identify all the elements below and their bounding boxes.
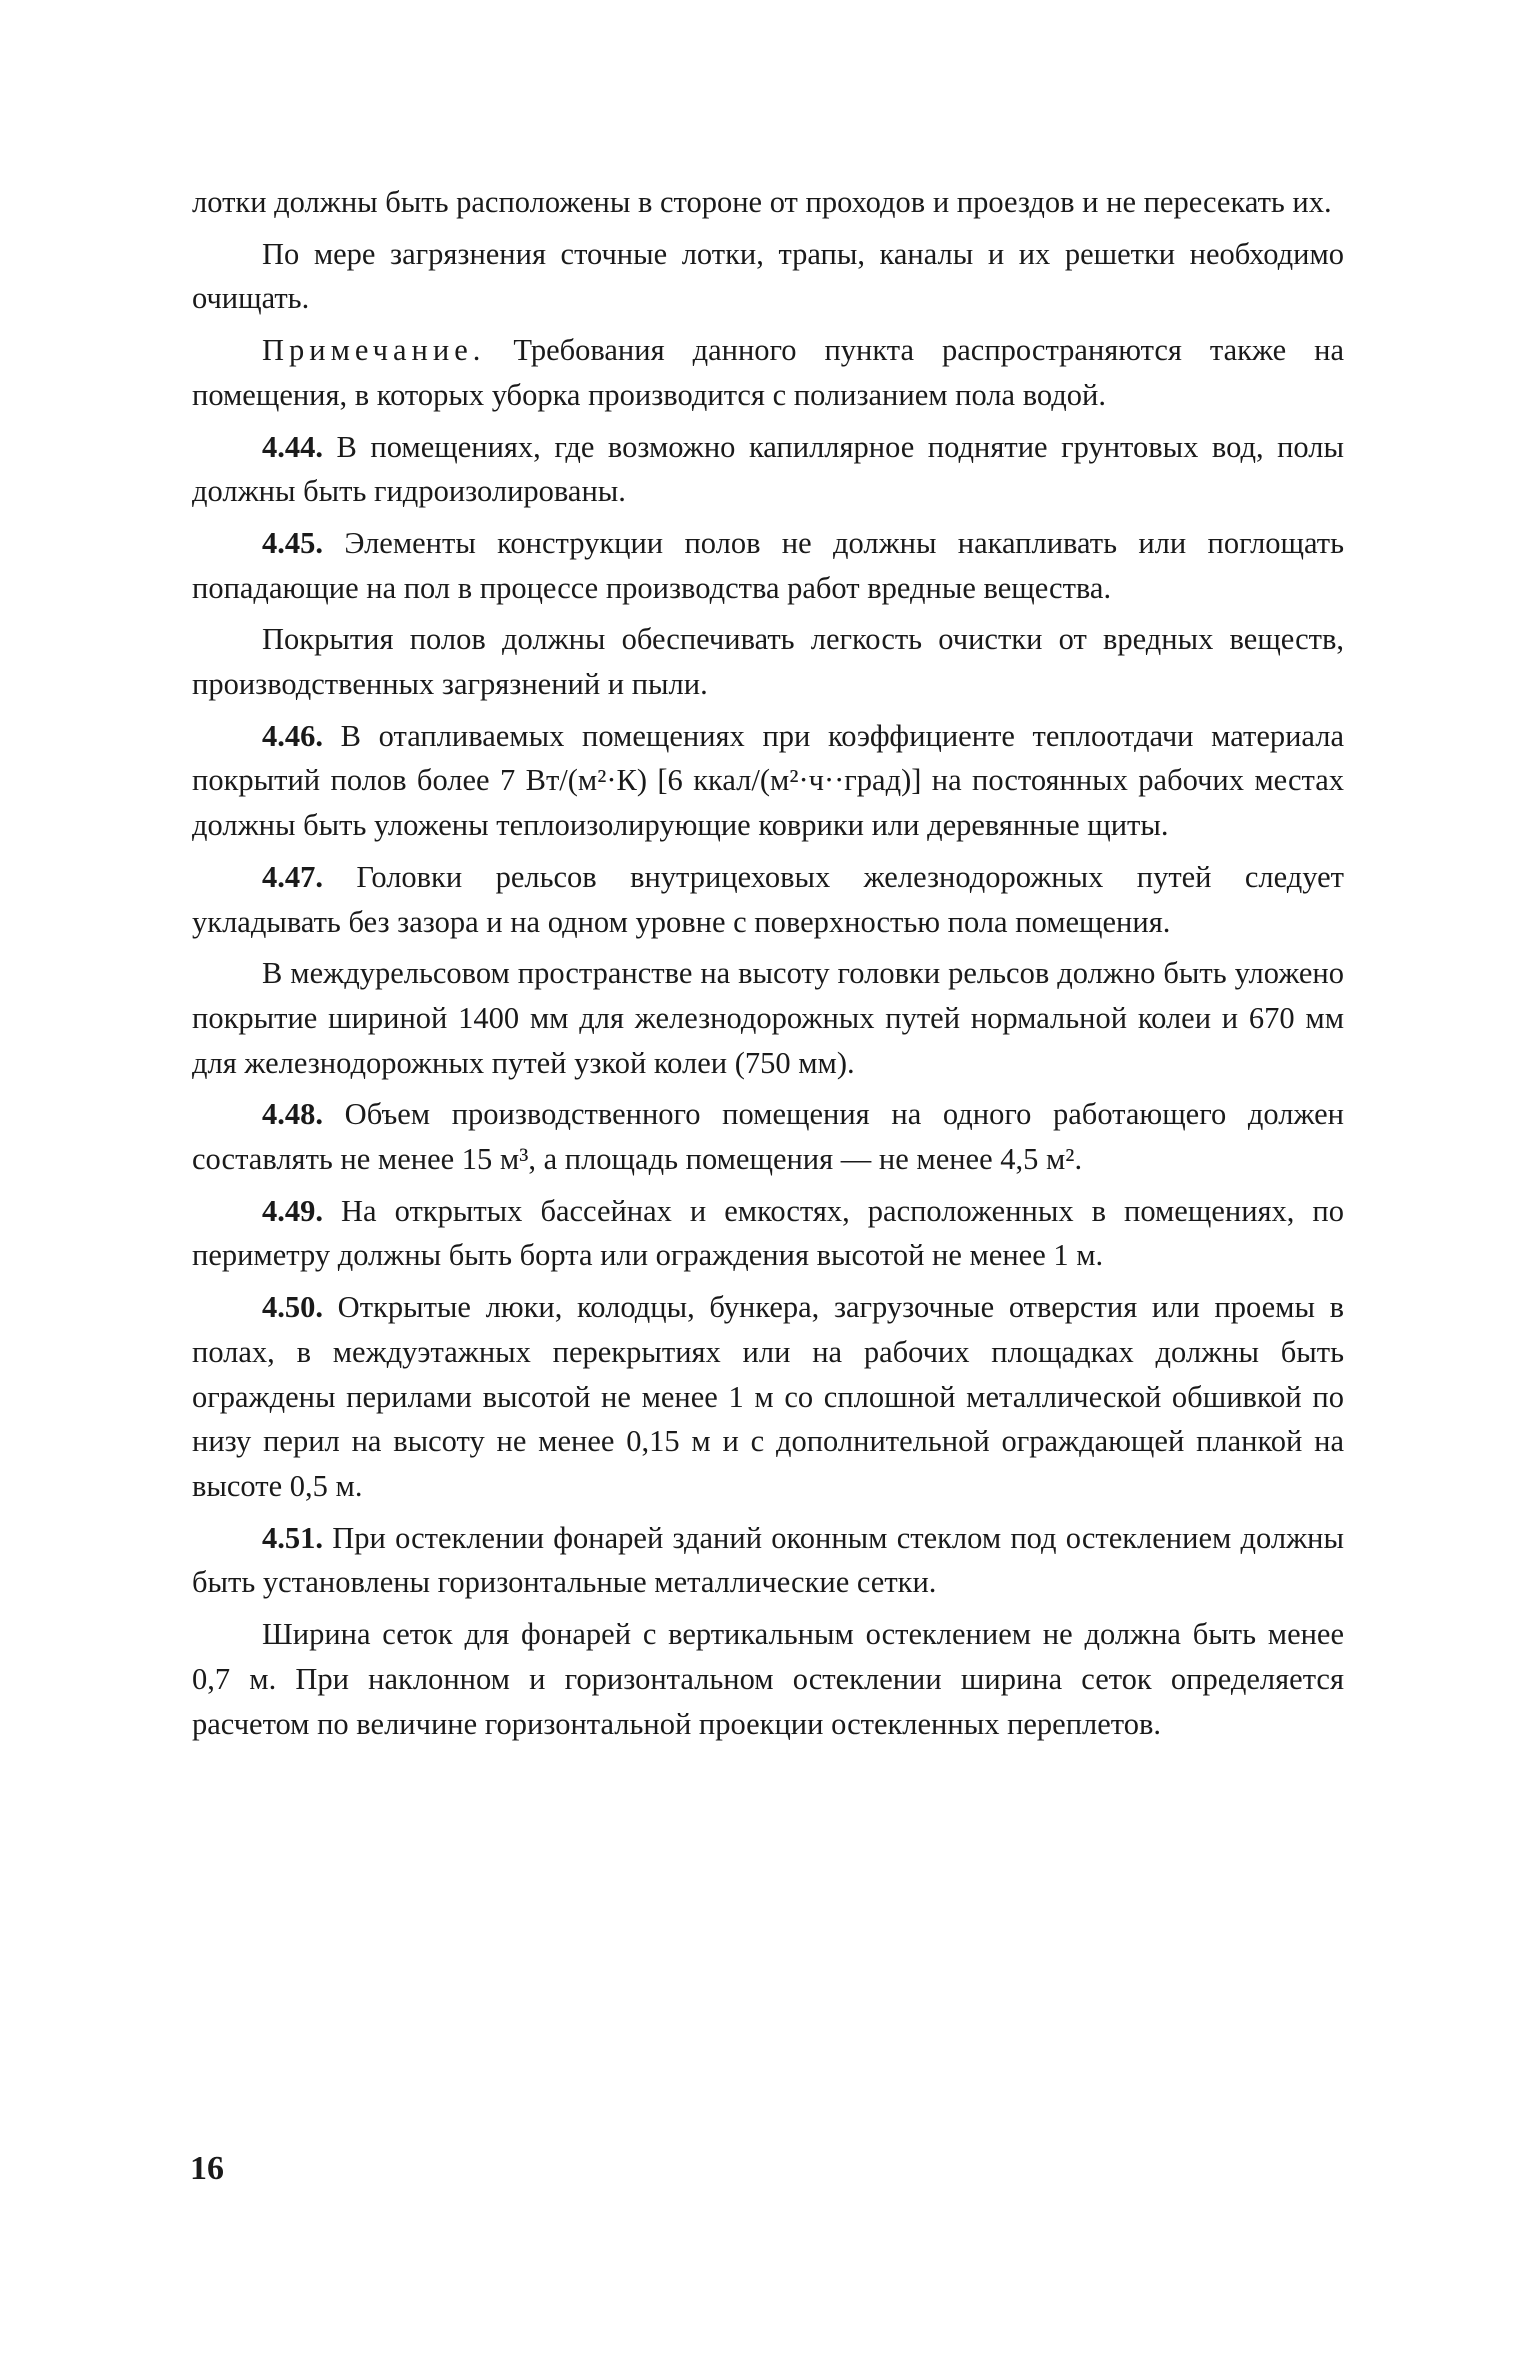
clause-4-50: [192, 1285, 1344, 1509]
page-number: 16: [190, 2150, 224, 2187]
paragraph-text: В помещениях, где возможно капиллярное поднятие грунтовых вод, полы должны быть гидроизолированы.: [192, 429, 1344, 509]
paragraph: [192, 617, 1344, 706]
clause-number: 4.46.: [262, 718, 323, 753]
paragraph-text: В междурельсовом пространстве на высоту головки рельсов должно быть уложено покрытие шириной 1400 мм для железнодорожных путей нормальной колеи и 670 мм для железнодорожных путей узкой колеи (750 мм).: [192, 956, 1344, 1080]
clause-number: 4.44.: [262, 429, 323, 464]
paragraph-text: Объем производственного помещения на одного работающего должен составлять не менее 15 м³, а площадь помещения — не менее 4,5 м².: [192, 1097, 1345, 1177]
paragraph-text: При остеклении фонарей зданий оконным стеклом под остеклением должны быть установлены горизонтальные металлические сетки.: [192, 1520, 1344, 1600]
paragraph-text: Головки рельсов внутрицеховых железнодорожных путей следует укладывать без зазора и на одном уровне с поверхностью пола помещения.: [192, 859, 1345, 939]
clause-number: 4.50.: [262, 1290, 323, 1325]
clause-number: 4.48.: [262, 1097, 323, 1132]
note-paragraph: [192, 328, 1344, 417]
paragraph-text: В отапливаемых помещениях при коэффициенте теплоотдачи материала покрытий полов более 7 Вт/(м²·К) [6 ккал/(м²·ч··град)] на постоянных рабочих местах должны быть уложены теплоизолирующие коврики или деревянные щиты.: [192, 718, 1344, 843]
note-label: Примечание.: [262, 333, 486, 368]
paragraph-text: Открытые люки, колодцы, бункера, загрузочные отверстия или проемы в полах, в междуэтажных перекрытиях или на рабочих площадках должны быть ограждены перилами высотой не менее 1 м со сплошной металлической обшивкой по низу перил на высоту не менее 0,15 м и с дополнительной ограждающей планкой на высоте 0,5 м.: [192, 1290, 1345, 1503]
paragraph-text: Требования данного пункта распространяются также на помещения, в которых уборка производится с полизанием пола водой.: [192, 333, 1345, 412]
clause-number: 4.47.: [262, 859, 323, 894]
clause-number: 4.49.: [262, 1193, 323, 1228]
clause-4-48: [192, 1092, 1344, 1181]
clause-4-49: [192, 1189, 1344, 1278]
clause-4-44: [192, 425, 1344, 514]
paragraph-text: На открытых бассейнах и емкостях, расположенных в помещениях, по периметру должны быть борта или ограждения высотой не менее 1 м.: [192, 1193, 1345, 1273]
clause-4-51: [192, 1516, 1344, 1605]
clause-4-46: [192, 714, 1344, 848]
clause-4-47: [192, 855, 1344, 944]
paragraph: [192, 232, 1344, 321]
clause-4-45: [192, 521, 1344, 610]
paragraph-text: Элементы конструкции полов не должны накапливать или поглощать попадающие на пол в процессе производства работ вредные вещества.: [192, 525, 1345, 605]
paragraph: [192, 951, 1344, 1085]
paragraph-text: Ширина сеток для фонарей с вертикальным остеклением не должна быть менее 0,7 м. При наклонном и горизонтальном остеклении ширина сеток определяется расчетом по величине горизонтальной проекции остекленных переплетов.: [192, 1617, 1344, 1741]
paragraph-continuation: [192, 180, 1344, 225]
paragraph-text: По мере загрязнения сточные лотки, трапы, каналы и их решетки необходимо очищать.: [192, 236, 1344, 316]
page-body: [192, 180, 1344, 1753]
clause-number: 4.45.: [262, 525, 323, 560]
paragraph-text: лотки должны быть расположены в стороне от проходов и проездов и не пересекать их.: [192, 185, 1332, 219]
clause-number: 4.51.: [262, 1520, 323, 1555]
paragraph: [192, 1612, 1344, 1746]
paragraph-text: Покрытия полов должны обеспечивать легкость очистки от вредных веществ, производственных загрязнений и пыли.: [192, 622, 1344, 702]
